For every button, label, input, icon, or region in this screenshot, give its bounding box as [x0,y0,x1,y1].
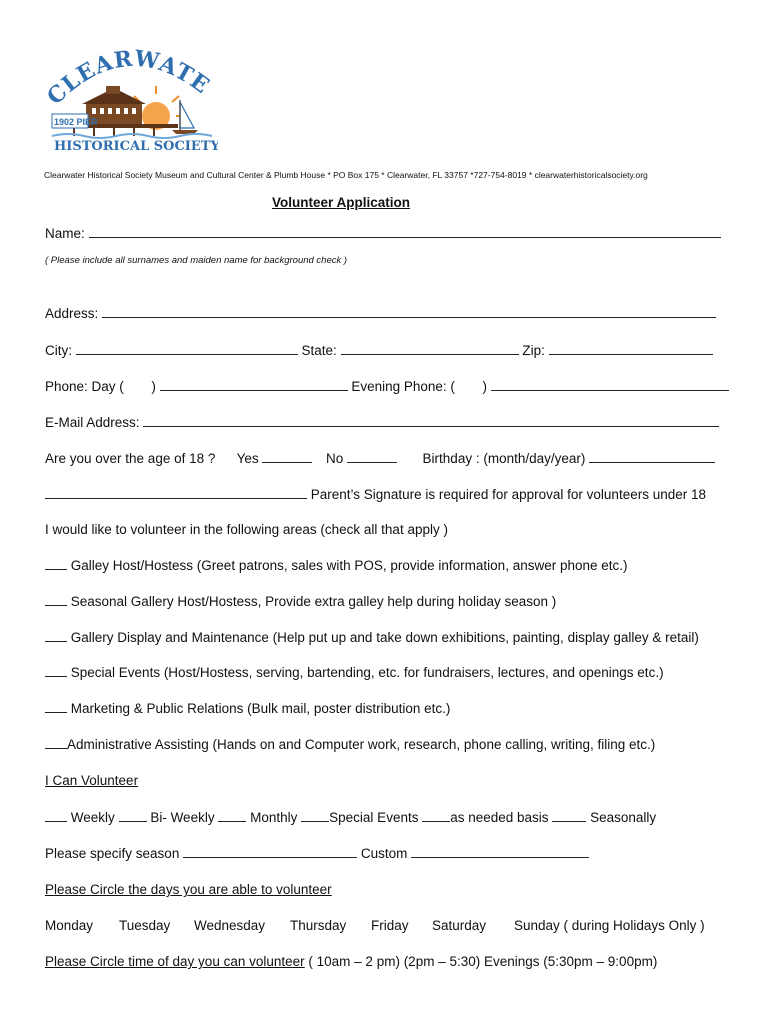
day-tuesday[interactable]: Tuesday [119,918,171,933]
logo-graphic [48,44,218,156]
day-friday[interactable]: Friday [371,918,409,933]
city-field[interactable] [76,354,298,355]
state-label: State: [301,343,337,358]
area-label: Seasonal Gallery Host/Hostess, Provide extra galley help during holiday season ) [70,594,557,609]
area-checkbox-line[interactable] [45,605,67,606]
area-item [45,737,655,752]
day-thursday[interactable]: Thursday [290,918,347,933]
biweekly-label: Bi- Weekly [150,810,215,825]
area-checkbox-line[interactable] [45,748,67,749]
as-needed-check[interactable] [422,821,450,822]
no-field[interactable] [347,462,397,463]
weekly-label: Weekly [70,810,115,825]
yes-label: Yes [236,451,259,466]
phone-day-close-paren: ) [151,379,156,394]
biweekly-check[interactable] [119,821,147,822]
area-item [45,665,664,680]
seasonally-check[interactable] [552,821,586,822]
area-label: Marketing & Public Relations (Bulk mail, poster distribution etc.) [70,701,451,716]
svg-text:1902 PIER: 1902 PIER [54,117,98,127]
email-row [45,415,719,430]
svg-text:HISTORICAL SOCIETY: HISTORICAL SOCIETY [54,139,218,154]
area-label: Gallery Display and Maintenance (Help put up and take down exhibitions, painting, display galley & retail) [70,630,699,645]
as-needed-label: as needed basis [450,810,549,825]
evening-phone-field[interactable] [491,390,729,391]
frequency-row [45,810,656,825]
areas-intro: I would like to volunteer in the following areas (check all that apply ) [45,522,448,537]
time-options[interactable]: ( 10am – 2 pm) (2pm – 5:30) Evenings (5:30pm – 9:00pm) [308,954,658,969]
zip-label: Zip: [522,343,545,358]
season-field[interactable] [183,857,357,858]
evening-phone-close-paren: ) [482,379,487,394]
custom-label: Custom [360,846,408,861]
city-label: City: [45,343,72,358]
time-row [45,954,657,969]
city-state-zip-row [45,343,713,358]
monthly-label: Monthly [250,810,298,825]
birthday-label: Birthday : (month/day/year) [422,451,586,466]
area-checkbox-line[interactable] [45,641,67,642]
area-label: Galley Host/Hostess (Greet patrons, sales with POS, provide information, answer phone etc.) [70,558,628,573]
age-question: Are you over the age of 18 ? [45,451,216,466]
i-can-volunteer-heading: I Can Volunteer [45,773,139,788]
special-check[interactable] [301,821,329,822]
logo [48,44,218,156]
email-label: E-Mail Address: [45,415,140,430]
birthday-field[interactable] [589,462,715,463]
special-label: Special Events [329,810,419,825]
phone-row [45,379,729,394]
area-item [45,594,556,609]
area-item [45,701,450,716]
address-label: Address: [45,306,99,321]
seasonally-label: Seasonally [590,810,657,825]
address-field[interactable] [102,317,716,318]
parent-signature-row [45,487,706,502]
monthly-check[interactable] [218,821,246,822]
email-field[interactable] [143,426,719,427]
svg-text:CLEARWATER: LEARWATE [57,45,215,100]
season-row [45,846,589,861]
area-checkbox-line[interactable] [45,712,67,713]
parent-signature-field[interactable] [45,498,307,499]
parent-signature-text: Parent’s Signature is required for approval for volunteers under 18 [310,487,706,502]
header-address: Clearwater Historical Society Museum and Cultural Center & Plumb House * PO Box 175 * Clearwater, FL 33757 *727-754-8019 * clearwaterhistoricalsociety.org [44,170,648,180]
evening-phone-label: Evening Phone: ( [351,379,455,394]
day-sunday[interactable]: Sunday ( during Holidays Only ) [514,918,705,933]
custom-field[interactable] [411,857,589,858]
zip-field[interactable] [549,354,713,355]
name-note: ( Please include all surnames and maiden name for background check ) [45,255,348,266]
day-wednesday[interactable]: Wednesday [194,918,266,933]
area-checkbox-line[interactable] [45,676,67,677]
address-row [45,306,716,321]
name-label: Name: [45,226,85,241]
name-row [45,226,721,241]
area-label: Administrative Assisting (Hands on and Computer work, research, phone calling, writing, filing etc.) [67,737,656,752]
weekly-check[interactable] [45,821,67,822]
area-checkbox-line[interactable] [45,569,67,570]
page-title: Volunteer Application [272,195,411,210]
area-label: Special Events (Host/Hostess, serving, bartending, etc. for fundraisers, lectures, and openings etc.) [70,665,664,680]
name-field[interactable] [89,237,721,238]
day-saturday[interactable]: Saturday [432,918,487,933]
day-monday[interactable]: Monday [45,918,94,933]
yes-field[interactable] [262,462,312,463]
age-row [45,451,715,466]
area-item [45,558,628,573]
state-field[interactable] [341,354,519,355]
area-item [45,630,699,645]
time-heading: Please Circle time of day you can volunteer [45,954,305,969]
no-label: No [325,451,344,466]
season-label: Please specify season [45,846,180,861]
phone-day-field[interactable] [160,390,348,391]
phone-day-label: Phone: Day ( [45,379,124,394]
days-heading: Please Circle the days you are able to volunteer [45,882,332,897]
